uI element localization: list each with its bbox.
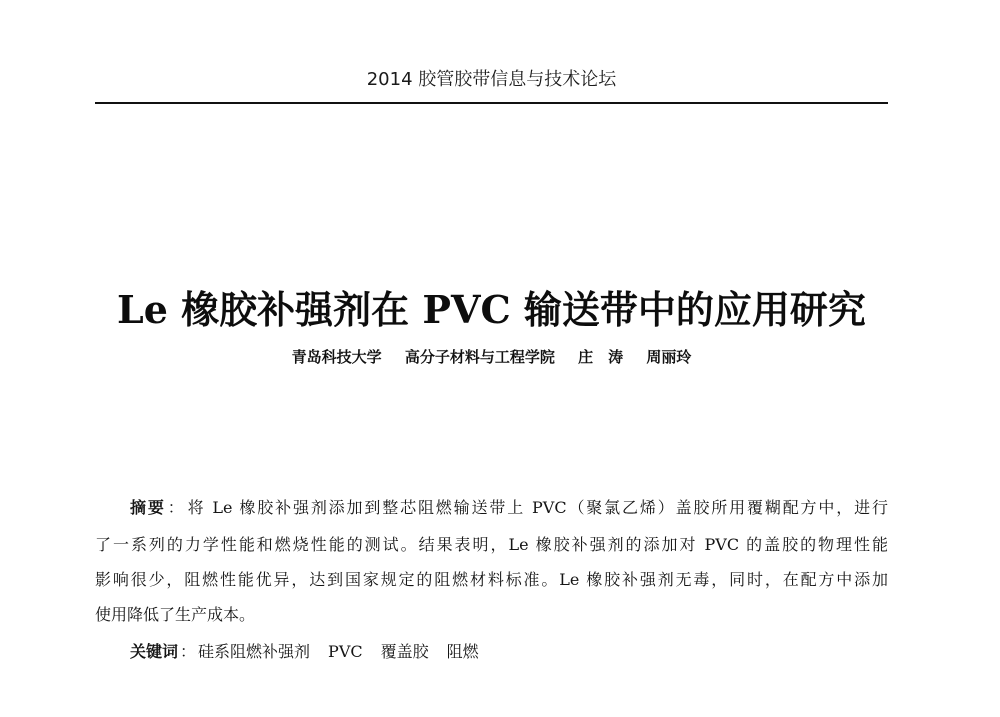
keyword: 硅系阻燃补强剂 xyxy=(198,642,311,661)
keywords-label: 关键词 xyxy=(130,642,179,661)
keyword: PVC xyxy=(328,642,363,661)
keywords-separator: ： xyxy=(180,642,197,661)
abstract-line xyxy=(130,490,888,526)
forum-header: 2014 胶管胶带信息与技术论坛 xyxy=(366,69,617,90)
author-name: 周丽玲 xyxy=(646,348,692,366)
author-name: 庄 涛 xyxy=(578,348,624,366)
author-line xyxy=(95,346,888,368)
paper-title: Le 橡胶补强剂在 PVC 输送带中的应用研究 xyxy=(117,287,866,332)
header-rule xyxy=(95,102,888,104)
keywords-line xyxy=(130,634,888,670)
keyword: 阻燃 xyxy=(446,642,479,661)
abstract-label: 摘要 xyxy=(130,498,166,517)
abstract-line: 了一系列的力学性能和燃烧性能的测试。结果表明，Le 橡胶补强剂的添加对 PVC 的盖胶的物理性能 xyxy=(95,535,888,554)
school: 高分子材料与工程学院 xyxy=(404,348,555,366)
abstract-text: 将 Le 橡胶补强剂添加到整芯阻燃输送带上 PVC（聚氯乙烯）盖胶所用覆糊配方中，进行 xyxy=(187,498,888,517)
keyword: 覆盖胶 xyxy=(380,642,429,661)
abstract-separator: ： xyxy=(167,498,186,517)
abstract-line: 使用降低了生产成本。 xyxy=(95,605,256,624)
institution: 青岛科技大学 xyxy=(291,348,382,366)
abstract-line: 影响很少，阻燃性能优异，达到国家规定的阻燃材料标准。Le 橡胶补强剂无毒，同时，在配方中添加 xyxy=(95,570,888,589)
